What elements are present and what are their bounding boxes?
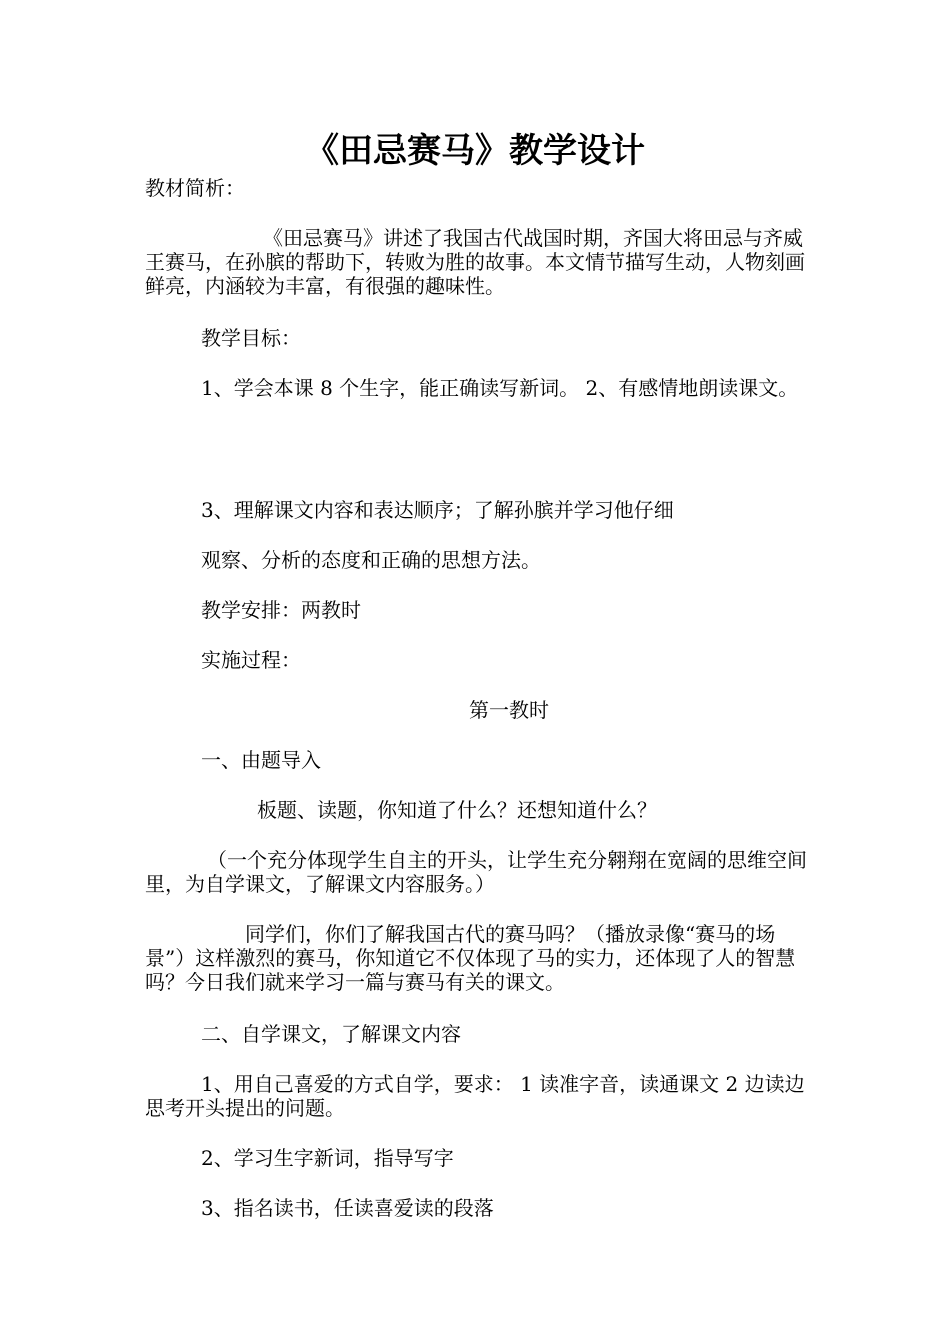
step2-heading: 二、自学课文，了解课文内容 [201,1022,461,1046]
step1-text: 板题、读题，你知道了什么？还想知道什么？ [257,798,657,822]
goal-3-line2: 观察、分析的态度和正确的思想方法。 [201,548,541,572]
goals-heading: 教学目标： [201,326,301,350]
step2-item2: 2、学习生字新词，指导写字 [201,1146,454,1170]
analysis-heading: 教材简析： [145,176,245,200]
step1-note-paragraph: （一个充分体现学生自主的开头，让学生充分翱翔在宽阔的思维空间里，为自学课文，了解课文内容服务。） [145,848,807,896]
analysis-paragraph: 《田忌赛马》讲述了我国古代战国时期，齐国大将田忌与齐威王赛马，在孙膑的帮助下，转败为胜的故事。本文情节描写生动，人物刻画鲜亮，内涵较为丰富，有很强的趣味性。 [145,226,805,298]
step2-item1-paragraph: 1、用自己喜爱的方式自学，要求： 1 读准字音，读通课文 2 边读边思考开头提出的问题。 [145,1072,805,1120]
goal-3-line1: 3、理解课文内容和表达顺序；了解孙膑并学习他仔细 [201,498,674,522]
step2-item3: 3、指名读书，任读喜爱读的段落 [201,1196,494,1220]
process-heading: 实施过程： [201,648,301,672]
lesson-heading: 第一教时 [469,698,549,722]
document-title: 《田忌赛马》教学设计 [305,131,645,171]
goals-1-2-paragraph: 1、学会本课 8 个生字，能正确读写新词。 2、有感情地朗读课文。 [201,376,799,400]
step1-heading: 一、由题导入 [201,748,321,772]
step1-intro-paragraph: 同学们，你们了解我国古代的赛马吗？（播放录像“赛马的场景”）这样激烈的赛马，你知道它不仅体现了马的实力，还体现了人的智慧吗？今日我们就来学习一篇与赛马有关的课文。 [145,922,796,994]
schedule-line: 教学安排：两教时 [201,598,361,622]
